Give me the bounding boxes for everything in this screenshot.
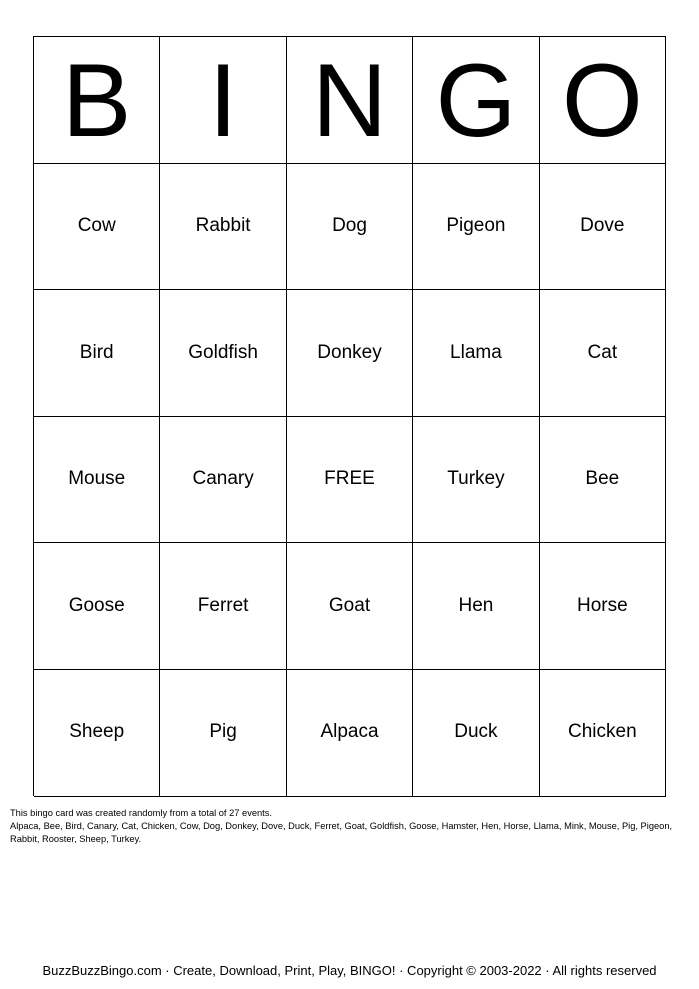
- bingo-row-2: [34, 290, 666, 417]
- bingo-cell: Pigeon: [413, 164, 539, 291]
- bingo-cell: Dove: [540, 164, 666, 291]
- bingo-cell: Turkey: [413, 417, 539, 544]
- bingo-row-3: [34, 417, 666, 544]
- bingo-cell: Donkey: [287, 290, 413, 417]
- bingo-cell: Pig: [160, 670, 286, 797]
- bingo-cell: Goat: [287, 543, 413, 670]
- bingo-cell: Horse: [540, 543, 666, 670]
- bingo-row-1: [34, 164, 666, 291]
- bingo-cell: Rabbit: [160, 164, 286, 291]
- event-list: Alpaca, Bee, Bird, Canary, Cat, Chicken, Cow, Dog, Donkey, Dove, Duck, Ferret, Goat, Goldfish, Goose, Hamster, Hen, Horse, Llama, Mink, Mouse, Pig, Pigeon, Rabbit, Rooster, Sheep, Turkey.: [10, 821, 673, 844]
- bingo-cell: Bird: [34, 290, 160, 417]
- bingo-cell: Ferret: [160, 543, 286, 670]
- bingo-cell: Goldfish: [160, 290, 286, 417]
- bingo-cell: Hen: [413, 543, 539, 670]
- bingo-cell: Chicken: [540, 670, 666, 797]
- bingo-cell: Alpaca: [287, 670, 413, 797]
- generation-note: This bingo card was created randomly from a total of 27 events.: [10, 808, 272, 818]
- bingo-cell: Goose: [34, 543, 160, 670]
- copyright-line: BuzzBuzzBingo.com · Create, Download, Print, Play, BINGO! · Copyright © 2003-2022 · All rights reserved: [42, 963, 657, 978]
- bingo-cell: Sheep: [34, 670, 160, 797]
- bingo-cell: Cow: [34, 164, 160, 291]
- header-letter-o: O: [540, 37, 666, 164]
- bingo-cell: Duck: [413, 670, 539, 797]
- header-letter-g: G: [413, 37, 539, 164]
- bingo-cell: Dog: [287, 164, 413, 291]
- bingo-cell: Bee: [540, 417, 666, 544]
- bingo-cell: Cat: [540, 290, 666, 417]
- bingo-row-5: [34, 670, 666, 797]
- bingo-row-4: [34, 543, 666, 670]
- free-space-cell: FREE: [287, 417, 413, 544]
- bingo-cell: Mouse: [34, 417, 160, 544]
- bingo-cell: Llama: [413, 290, 539, 417]
- bingo-header-row: [34, 37, 666, 164]
- bingo-cell: Canary: [160, 417, 286, 544]
- card-footer-note: [10, 807, 690, 846]
- header-letter-n: N: [287, 37, 413, 164]
- header-letter-i: I: [160, 37, 286, 164]
- header-letter-b: B: [34, 37, 160, 164]
- bingo-card: [33, 36, 666, 796]
